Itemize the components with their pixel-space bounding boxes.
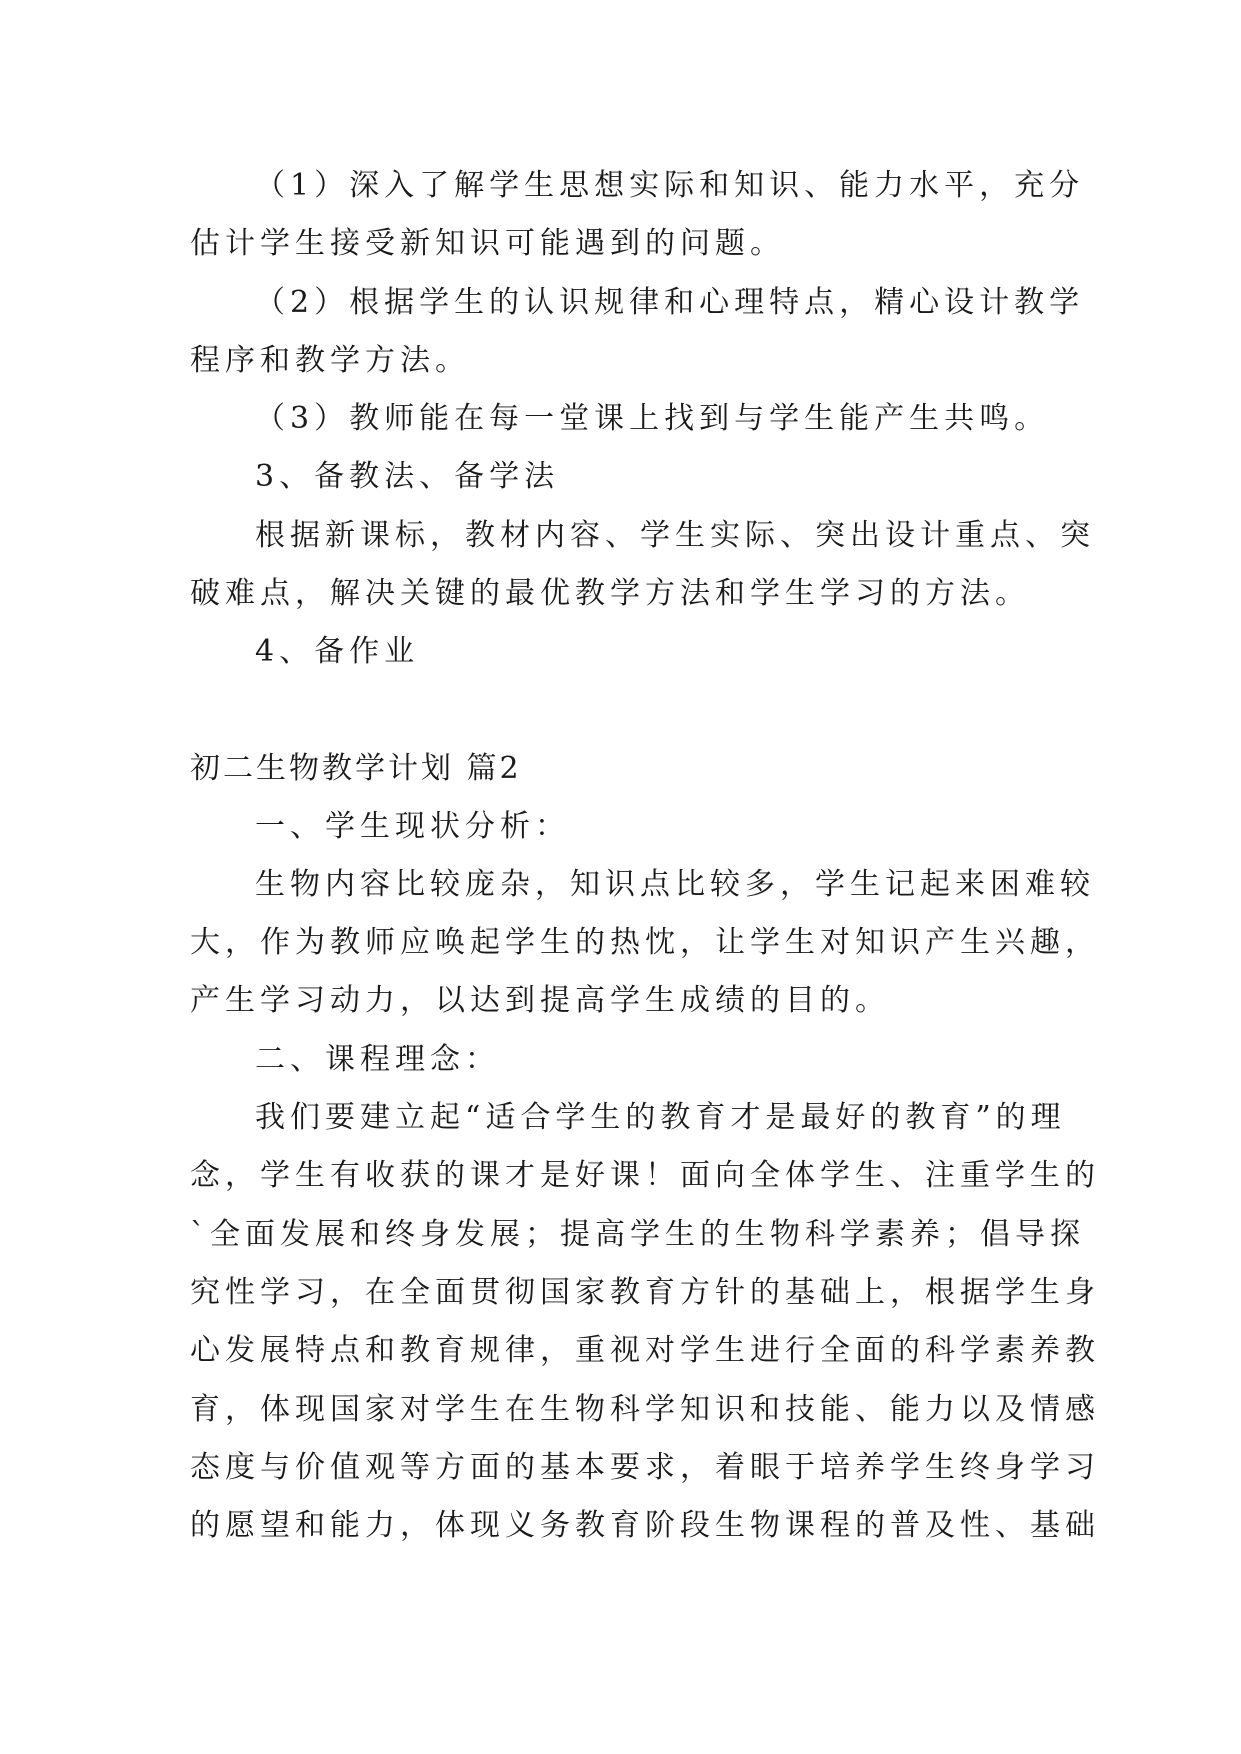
text-line-concept-6: 育，体现国家对学生在生物科学知识和技能、能力以及情感 xyxy=(190,1392,1100,1427)
subheading-curriculum-concept: 二、课程理念： xyxy=(255,1042,500,1077)
text-line-item-1-cont: 估计学生接受新知识可能遇到的问题。 xyxy=(190,226,785,261)
section-heading-3: 3、备教法、备学法 xyxy=(255,459,560,494)
text-line-paragraph: 根据新课标，教材内容、学生实际、突出设计重点、突 xyxy=(255,518,1095,553)
text-line-concept-1: 我们要建立起“适合学生的教育才是最好的教育”的理 xyxy=(255,1100,1066,1135)
text-line-item-2-cont: 程序和教学方法。 xyxy=(190,343,470,378)
text-line-concept-8: 的愿望和能力，体现义务教育阶段生物课程的普及性、基础 xyxy=(190,1508,1100,1543)
text-line-analysis-3: 产生学习动力，以达到提高学生成绩的目的。 xyxy=(190,983,890,1018)
text-line-item-3: （3）教师能在每一堂课上找到与学生能产生共鸣。 xyxy=(255,401,1050,436)
text-line-concept-4: 究性学习，在全面贯彻国家教育方针的基础上，根据学生身 xyxy=(190,1275,1100,1310)
subheading-student-analysis: 一、学生现状分析： xyxy=(255,809,570,844)
text-line-concept-7: 态度与价值观等方面的基本要求，着眼于培养学生终身学习 xyxy=(190,1450,1100,1485)
text-line-concept-3: `全面发展和终身发展；提高学生的生物科学素养；倡导探 xyxy=(190,1217,1085,1252)
text-line-item-1: （1）深入了解学生思想实际和知识、能力水平，充分 xyxy=(255,168,1085,203)
text-line-concept-5: 心发展特点和教育规律，重视对学生进行全面的科学素养教 xyxy=(190,1333,1100,1368)
section-heading-4: 4、备作业 xyxy=(255,634,420,669)
text-line-concept-2: 念，学生有收获的课才是好课！面向全体学生、注重学生的 xyxy=(190,1158,1100,1193)
section-title: 初二生物教学计划 篇2 xyxy=(190,751,522,786)
text-line-item-2: （2）根据学生的认识规律和心理特点，精心设计教学 xyxy=(255,285,1085,320)
text-line-analysis-1: 生物内容比较庞杂，知识点比较多，学生记起来困难较 xyxy=(255,867,1095,902)
text-line-paragraph-cont: 破难点，解决关键的最优教学方法和学生学习的方法。 xyxy=(190,576,1030,611)
text-line-analysis-2: 大，作为教师应唤起学生的热忱，让学生对知识产生兴趣， xyxy=(190,925,1100,960)
